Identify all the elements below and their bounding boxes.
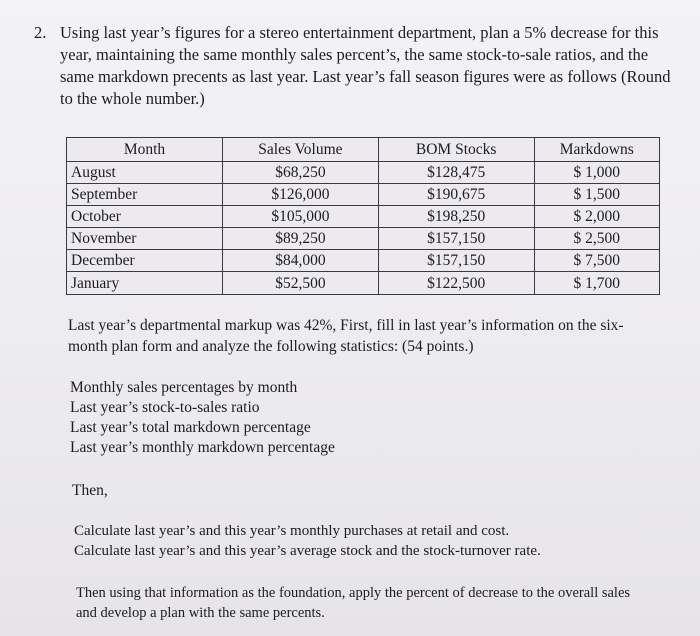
table-row bbox=[67, 272, 660, 295]
cell-sales: $52,500 bbox=[223, 272, 379, 295]
markup-paragraph: Last year’s departmental markup was 42%, First, fill in last year’s information on the six-month plan form and analyze the following statistics: (54 points.) bbox=[68, 317, 624, 355]
figures-table bbox=[66, 137, 660, 295]
cell-bom: $122,500 bbox=[378, 272, 534, 295]
cell-bom: $198,250 bbox=[378, 206, 534, 228]
statistic-item: Last year’s total markdown percentage bbox=[70, 419, 311, 436]
cell-markdowns: $ 2,000 bbox=[534, 206, 659, 228]
cell-sales: $84,000 bbox=[223, 250, 379, 272]
header-month: Month bbox=[67, 138, 223, 162]
cell-bom: $190,675 bbox=[378, 184, 534, 206]
cell-month: August bbox=[67, 162, 223, 184]
header-bom-stocks: BOM Stocks bbox=[378, 138, 534, 162]
cell-markdowns: $ 2,500 bbox=[534, 228, 659, 250]
cell-markdowns: $ 1,700 bbox=[534, 272, 659, 295]
cell-markdowns: $ 1,500 bbox=[534, 184, 659, 206]
question-block bbox=[34, 22, 674, 110]
cell-month: January bbox=[67, 272, 223, 295]
calculations-list bbox=[74, 521, 541, 561]
cell-sales: $68,250 bbox=[223, 162, 379, 184]
cell-month: September bbox=[67, 184, 223, 206]
calculation-item: Calculate last year’s and this year’s average stock and the stock-turnover rate. bbox=[74, 543, 541, 559]
statistic-item: Last year’s monthly markdown percentage bbox=[70, 439, 335, 456]
question-number: 2. bbox=[34, 23, 47, 42]
question-text: Using last year’s figures for a stereo entertainment department, plan a 5% decrease for this year, maintaining the same monthly sales percent’s, the same stock-to-sale ratios, and the same markdown precents as last year. Last year’s fall season figures were as follows (Round to the whole number.) bbox=[60, 23, 671, 108]
cell-markdowns: $ 1,000 bbox=[534, 162, 659, 184]
cell-month: December bbox=[67, 250, 223, 272]
table-row bbox=[67, 162, 660, 184]
cell-bom: $128,475 bbox=[378, 162, 534, 184]
table-row bbox=[67, 228, 660, 250]
then-label: Then, bbox=[72, 482, 108, 499]
table-row bbox=[67, 184, 660, 206]
calculation-item: Calculate last year’s and this year’s monthly purchases at retail and cost. bbox=[74, 523, 510, 539]
cell-month: November bbox=[67, 228, 223, 250]
table-row bbox=[67, 250, 660, 272]
statistic-item: Last year’s stock-to-sales ratio bbox=[70, 399, 260, 416]
final-paragraph: Then using that information as the foundation, apply the percent of decrease to the overall sales and develop a plan with the same percents. bbox=[76, 585, 631, 621]
cell-bom: $157,150 bbox=[378, 250, 534, 272]
table-row bbox=[67, 206, 660, 228]
header-markdowns: Markdowns bbox=[534, 138, 659, 162]
cell-month: October bbox=[67, 206, 223, 228]
statistic-item: Monthly sales percentages by month bbox=[70, 379, 298, 396]
header-sales-volume: Sales Volume bbox=[223, 138, 379, 162]
table-header-row bbox=[67, 138, 660, 162]
cell-markdowns: $ 7,500 bbox=[534, 250, 659, 272]
cell-sales: $105,000 bbox=[223, 206, 379, 228]
cell-sales: $89,250 bbox=[223, 228, 379, 250]
cell-bom: $157,150 bbox=[378, 228, 534, 250]
statistics-list bbox=[70, 378, 335, 458]
cell-sales: $126,000 bbox=[223, 184, 379, 206]
